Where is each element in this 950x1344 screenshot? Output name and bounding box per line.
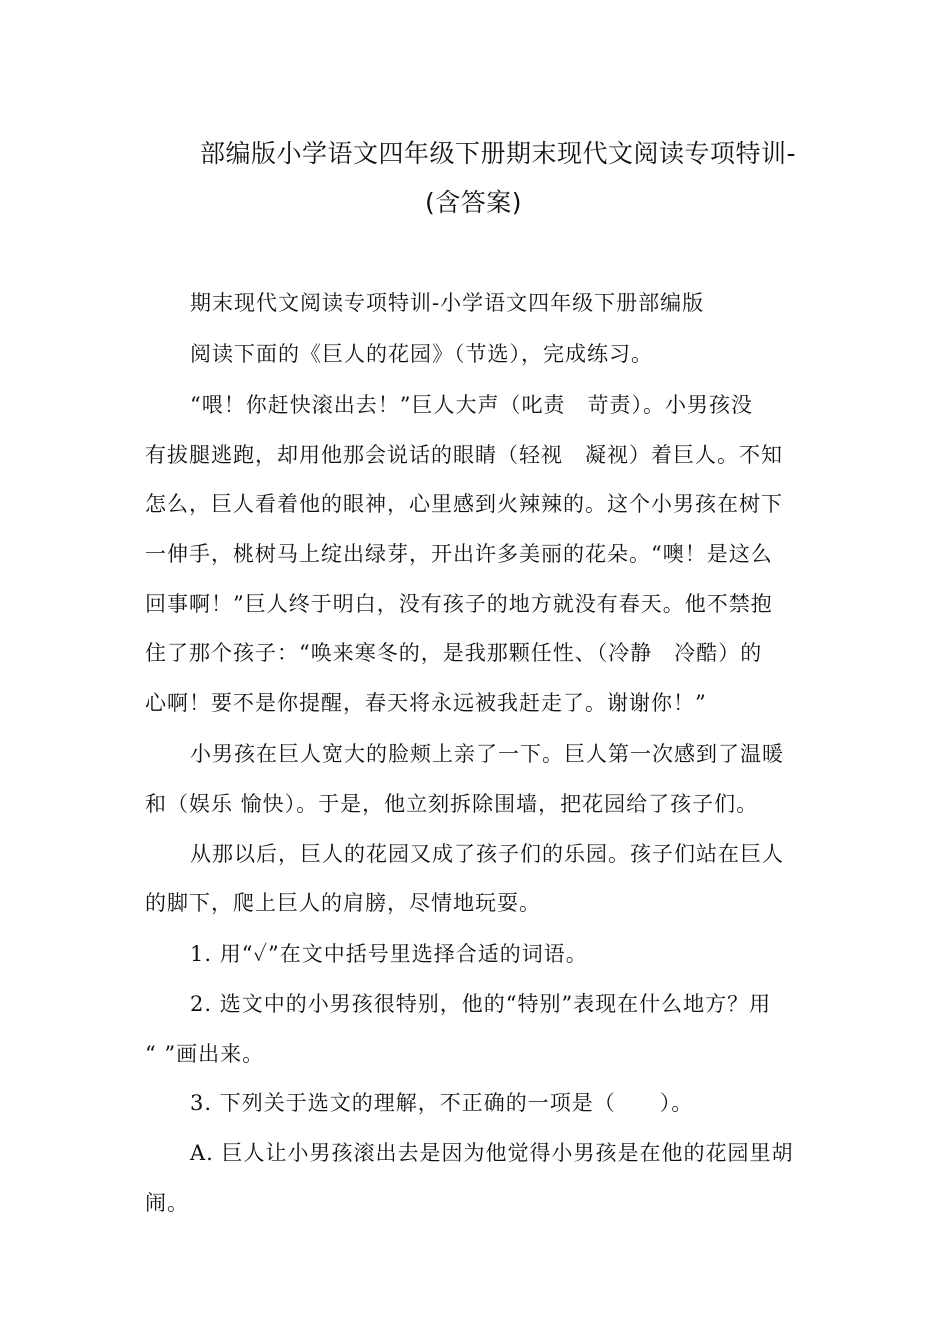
passage-p1-line-6: 住了那个孩子：“唤来寒冬的，是我那颗任性、（冷静 冷酷）的 bbox=[145, 641, 763, 665]
option-a-line-1: A. 巨人让小男孩滚出去是因为他觉得小男孩是在他的花园里胡 bbox=[190, 1141, 794, 1165]
instruction: 阅读下面的《巨人的花园》（节选），完成练习。 bbox=[190, 342, 653, 366]
question-3: 3. 下列关于选文的理解，不正确的一项是（ ）。 bbox=[190, 1091, 694, 1115]
document-title-line-2: (含答案) bbox=[425, 188, 523, 217]
passage-p1-line-3: 怎么，巨人看着他的眼神，心里感到火辣辣的。这个小男孩在树下 bbox=[145, 492, 783, 516]
passage-p3-line-2: 的脚下，爬上巨人的肩膀，尽情地玩耍。 bbox=[145, 891, 541, 915]
passage-p2-line-2: 和（娱乐 愉快）。于是，他立刻拆除围墙，把花园给了孩子们。 bbox=[145, 792, 759, 816]
document-title-line-1: 部编版小学语文四年级下册期末现代文阅读专项特训- bbox=[200, 139, 797, 168]
passage-p1-line-1: “喂！你赶快滚出去！”巨人大声（叱责 苛责）。小男孩没 bbox=[190, 393, 753, 417]
question-2-line-1: 2. 选文中的小男孩很特别，他的“特别”表现在什么地方？用 bbox=[190, 992, 772, 1016]
passage-p1-line-7: 心啊！要不是你提醒，春天将永远被我赶走了。谢谢你！” bbox=[145, 691, 707, 715]
passage-p1-line-4: 一伸手，桃树马上绽出绿芽，开出许多美丽的花朵。“噢！是这么 bbox=[145, 542, 773, 566]
subtitle: 期末现代文阅读专项特训-小学语文四年级下册部编版 bbox=[190, 291, 705, 315]
passage-p1-line-2: 有拔腿逃跑，却用他那会说话的眼睛（轻视 凝视）着巨人。不知 bbox=[145, 443, 783, 467]
option-a-line-2: 闹。 bbox=[145, 1191, 189, 1215]
question-1: 1. 用“✓”在文中括号里选择合适的词语。 bbox=[190, 942, 588, 966]
passage-p3-line-1: 从那以后，巨人的花园又成了孩子们的乐园。孩子们站在巨人 bbox=[190, 842, 784, 866]
question-2-line-2: “ ”画出来。 bbox=[145, 1042, 265, 1066]
passage-p2-line-1: 小男孩在巨人宽大的脸颊上亲了一下。巨人第一次感到了温暖 bbox=[190, 742, 784, 766]
passage-p1-line-5: 回事啊！”巨人终于明白，没有孩子的地方就没有春天。他不禁抱 bbox=[145, 592, 773, 616]
